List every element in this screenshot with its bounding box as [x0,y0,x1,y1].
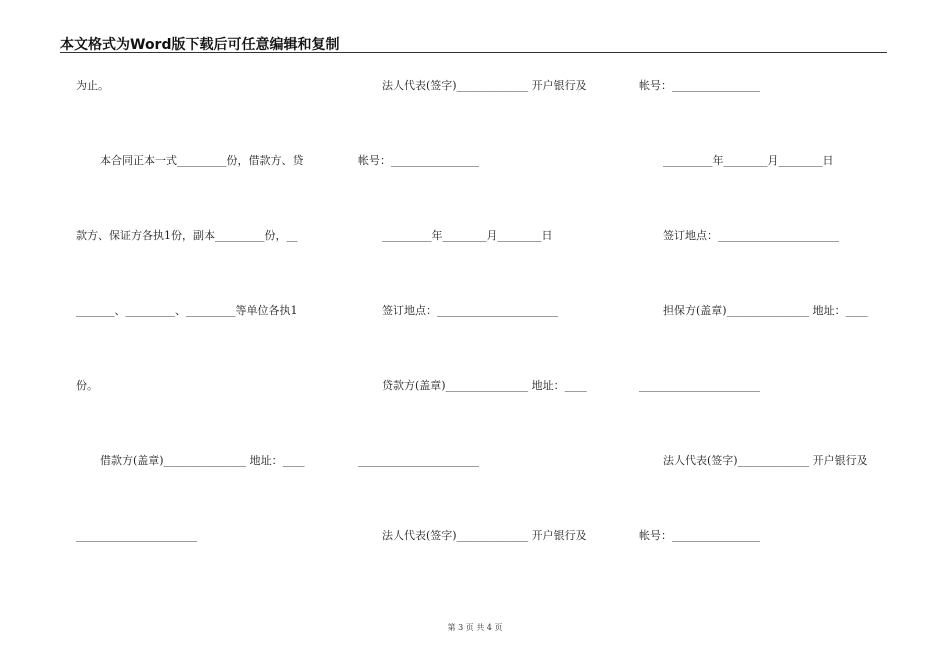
header-title: 本文格式为Word版下载后可任意编辑和复制 [60,37,340,53]
right-line-3: 签订地点：______________________ [663,229,839,242]
right-line-6: 法人代表(签字)_____________ 开户银行及 [663,454,868,467]
middle-line-2: 帐号：________________ [358,154,479,167]
left-line-5: 份。 [76,379,98,392]
middle-line-4: 签订地点：______________________ [382,304,558,317]
right-line-2: _________年________月________日 [663,154,834,167]
middle-line-3: _________年________月________日 [382,229,553,242]
left-line-2: 本合同正本一式_________份，借款方、贷 [100,154,304,167]
left-line-1: 为止。 [76,79,109,92]
page-number: 第 3 页 共 4 页 [447,623,503,632]
header-divider [60,52,887,53]
middle-line-6: ______________________ [358,454,479,467]
middle-line-1: 法人代表(签字)_____________ 开户银行及 [382,79,587,92]
left-line-7: ______________________ [76,529,197,542]
middle-line-5: 贷款方(盖章)_______________ 地址：____ [382,379,587,392]
right-line-7: 帐号：________________ [639,529,760,542]
left-line-4: _______、_________、_________等单位各执1 [76,304,298,317]
right-line-4: 担保方(盖章)_______________ 地址：____ [663,304,868,317]
right-line-5: ______________________ [639,379,760,392]
right-line-1: 帐号：________________ [639,79,760,92]
left-line-6: 借款方(盖章)_______________ 地址：____ [100,454,305,467]
middle-line-7: 法人代表(签字)_____________ 开户银行及 [382,529,587,542]
left-line-3: 款方、保证方各执1份，副本_________份，__ [76,229,298,242]
